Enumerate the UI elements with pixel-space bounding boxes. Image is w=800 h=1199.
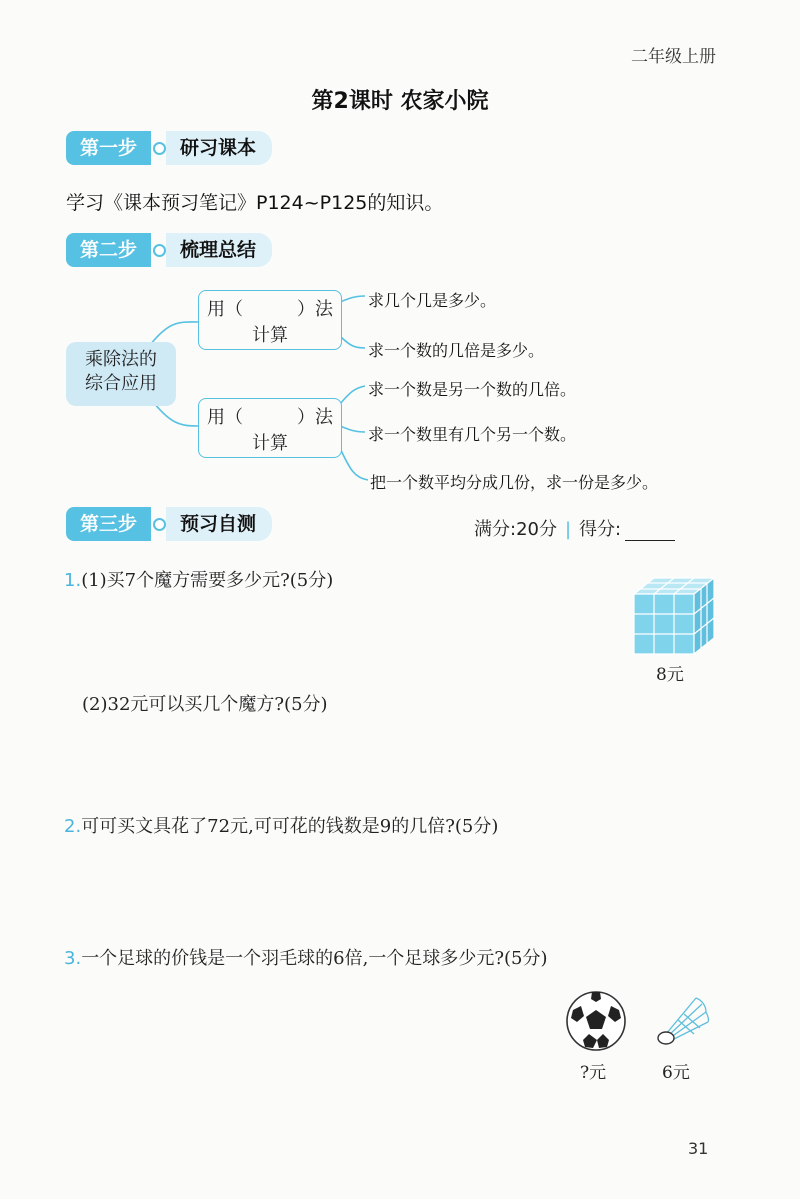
question-1-part1-text: (1)买7个魔方需要多少元?(5分) [81,570,334,591]
question-1-number: 1. [64,570,82,591]
shuttlecock-price: 6元 [662,1063,690,1083]
question-3-number: 3. [64,948,82,969]
branch2-line1: 用（ [207,407,243,428]
mindmap-root [66,342,176,406]
step3-header [66,507,306,541]
shuttlecock-icon [656,994,712,1046]
grade-label: 二年级上册 [631,47,716,67]
connector-leaf-5 [340,448,368,480]
mindmap-branch-multiply [198,290,342,350]
connector-leaf-2 [340,336,365,348]
football-icon [565,990,627,1052]
score-divider: | [564,519,572,540]
question-1-part2: (2)32元可以买几个魔方?(5分) [82,694,328,715]
question-2-text: 可可买文具花了72元,可可花的钱数是9的几倍?(5分) [81,816,499,837]
football-price: ?元 [580,1063,607,1083]
branch2-line2: 计算 [252,433,288,454]
step3-dot-icon [153,518,166,531]
mindmap-leaf: 求一个数的几倍是多少。 [368,341,545,360]
question-2 [64,812,498,838]
score-line [474,515,675,541]
question-3 [64,944,548,970]
mindmap-branch-divide [198,398,342,458]
page-number: 31 [688,1139,709,1158]
step1-tag: 第一步 [66,131,151,165]
step2-tag: 第二步 [66,233,151,267]
step3-name: 预习自测 [166,507,272,541]
mindmap-root-line2: 综合应用 [85,373,157,394]
connector-leaf-4 [340,426,365,432]
step1-name: 研习课本 [166,131,272,165]
question-1-part1 [64,566,333,592]
cube-price: 8元 [656,665,684,685]
connector-leaf-1 [340,296,365,302]
mindmap-root-line1: 乘除法的 [85,349,157,370]
page-title: 第2课时 农家小院 [311,89,489,114]
score-blank[interactable] [625,522,675,541]
question-3-text: 一个足球的价钱是一个羽毛球的6倍,一个足球多少元?(5分) [81,948,548,969]
rubiks-cube-icon [626,574,718,658]
branch1-line1b: ）法 [297,299,333,320]
full-score: 满分:20分 [474,519,557,540]
branch2-line1b: ）法 [297,407,333,428]
mindmap-leaf: 求一个数是另一个数的几倍。 [368,380,577,399]
mindmap-leaf: 求一个数里有几个另一个数。 [368,425,577,444]
branch1-line1: 用（ [207,299,243,320]
branch1-line2: 计算 [252,325,288,346]
step1-text: 学习《课本预习笔记》P124~P125的知识。 [66,192,444,214]
step3-tag: 第三步 [66,507,151,541]
step2-name: 梳理总结 [166,233,272,267]
mindmap-leaf: 把一个数平均分成几份，求一份是多少。 [370,473,659,492]
mindmap-leaf: 求几个几是多少。 [368,291,497,310]
score-label: 得分: [579,519,622,540]
connector-leaf-3 [340,386,365,404]
question-2-number: 2. [64,816,82,837]
